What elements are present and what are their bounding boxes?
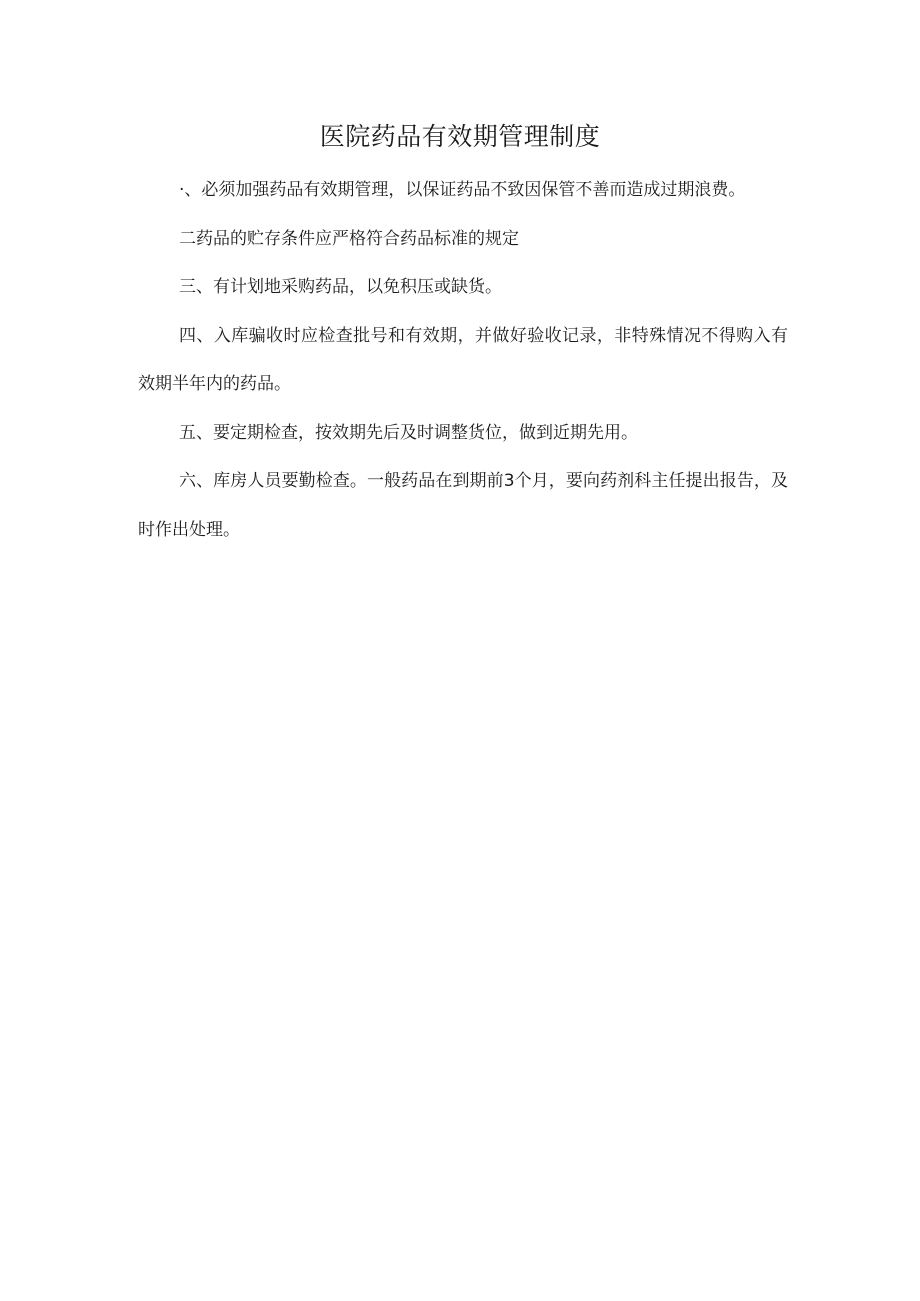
paragraph-1: ·、必须加强药品有效期管理，以保证药品不致因保管不善而造成过期浪费。 — [179, 180, 746, 200]
paragraph-6: 六、库房人员要勤检查。一般药品在到期前3个月，要向药剂科主任提出报告，及时作出处理。 — [138, 471, 788, 540]
paragraph-5: 五、要定期检查，按效期先后及时调整货位，做到近期先用。 — [179, 422, 638, 443]
paragraph-4: 四、入库骗收时应检查批号和有效期，并做好验收记录，非特殊情况不得购入有效期半年内的药品。 — [138, 325, 788, 394]
paragraph-2: 二药品的贮存条件应严格符合药品标准的规定 — [179, 228, 519, 249]
document-title: 医院药品有效期管理制度 — [319, 122, 601, 151]
document-body — [138, 166, 788, 554]
paragraph-3: 三、有计划地采购药品，以免积压或缺货。 — [179, 277, 502, 297]
